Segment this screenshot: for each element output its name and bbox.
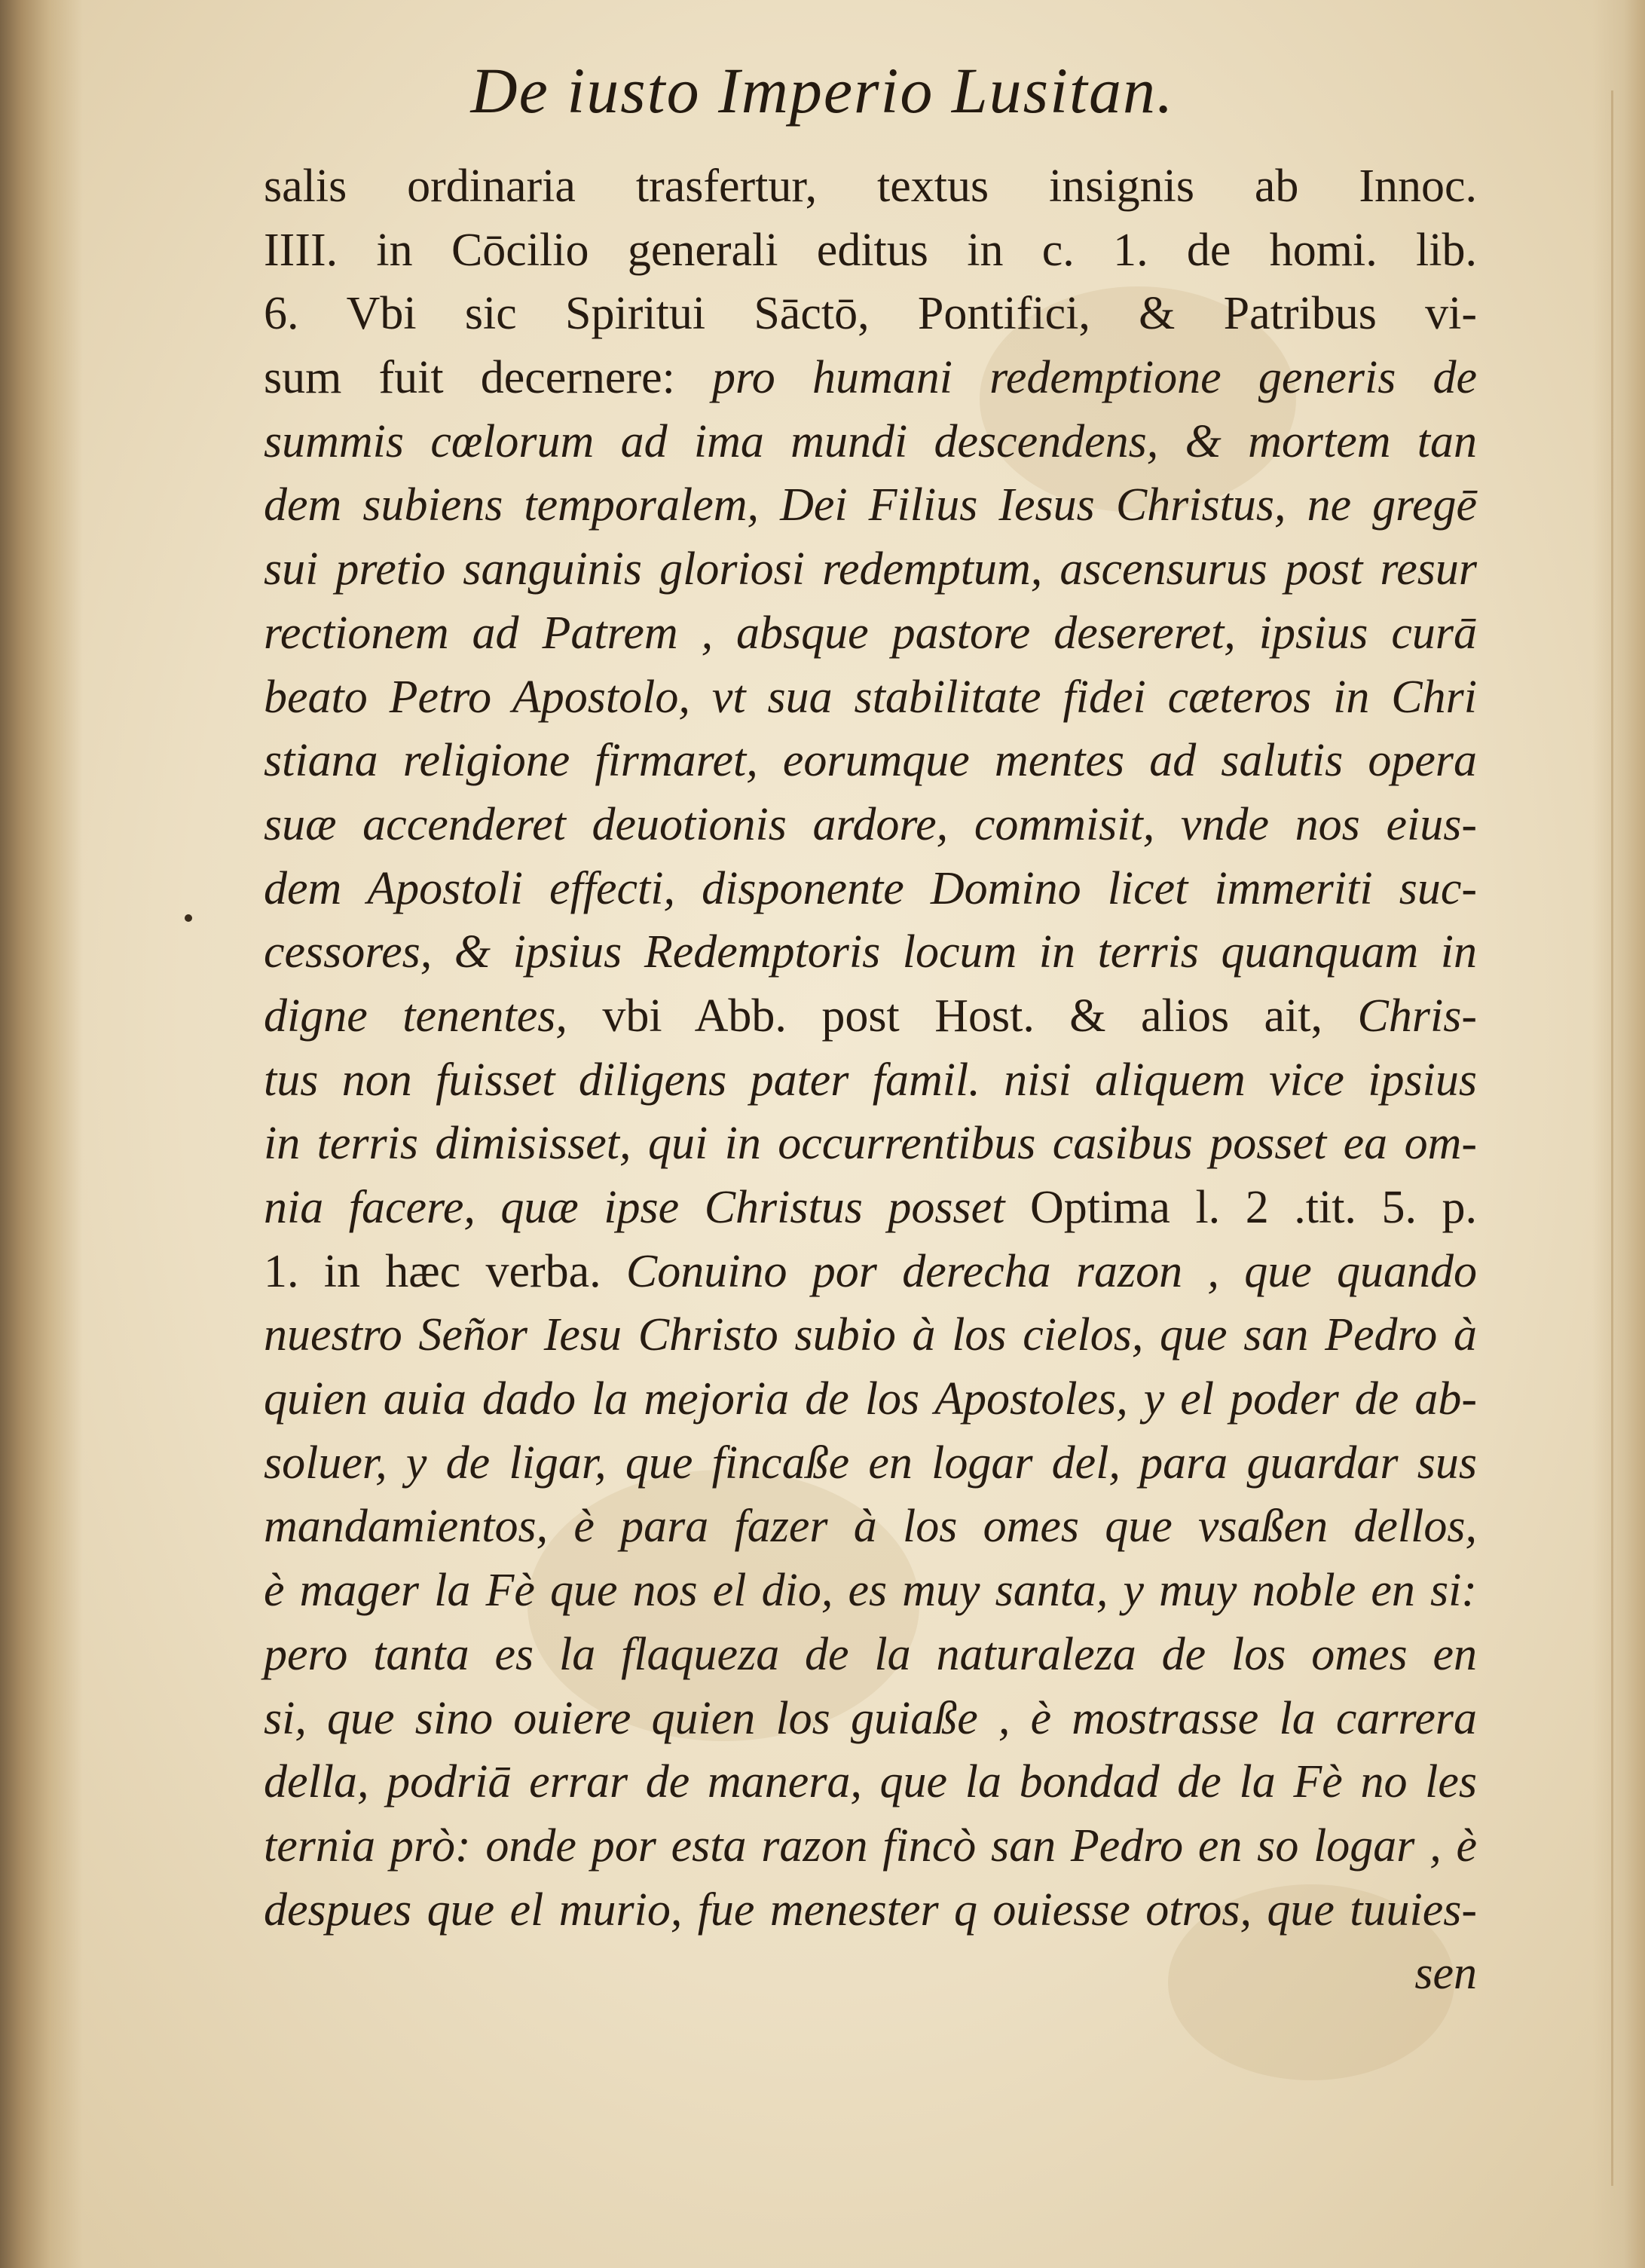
text-line: [264, 1559, 1477, 1623]
text-line: [264, 920, 1477, 984]
italic-text: quien auia dado la mejoria de los Apostoles, y el poder de ab-: [264, 1373, 1477, 1425]
roman-text: vbi Abb. post Host. & alios ait,: [567, 990, 1323, 1042]
italic-text: tus non fuisset diligens pater famil. nisi aliquem vice ipsius: [264, 1054, 1477, 1106]
roman-text: sum fuit decernere:: [264, 352, 675, 404]
italic-text: si, que sino ouiere quien los guiaße , è mostrasse la carrera: [264, 1692, 1477, 1744]
text-line: [264, 473, 1477, 537]
body-text: [264, 155, 1477, 2006]
running-title: De iusto Imperio Lusitan.: [470, 54, 1175, 127]
italic-text: soluer, y de ligar, que fincaße en logar del, para guardar sus: [264, 1437, 1477, 1489]
roman-text: 6. Vbi sic Spiritui Sāctō, Pontifici, & Patribus vi-: [264, 288, 1477, 340]
italic-text: suæ accenderet deuotionis ardore, commisit, vnde nos eius-: [264, 798, 1477, 850]
text-line: [264, 793, 1477, 857]
text-line: [264, 1112, 1477, 1176]
text-line: [264, 1942, 1477, 2006]
italic-text: della, podriā errar de manera, que la bondad de la Fè no les: [264, 1756, 1477, 1808]
text-line: [264, 1814, 1477, 1878]
italic-text: ternia prò: onde por esta razon fincò san Pedro en so logar , è: [264, 1820, 1477, 1872]
text-line: [264, 282, 1477, 346]
roman-text: 1. in hæc verba.: [264, 1245, 601, 1297]
italic-text: beato Petro Apostolo, vt sua stabilitate fidei cæteros in Chri: [264, 671, 1477, 723]
italic-text: nia facere, quæ ipse Christus posset: [264, 1182, 1005, 1233]
text-line: [264, 601, 1477, 666]
text-line: [264, 410, 1477, 474]
page-right-edge: [1592, 0, 1645, 2268]
italic-text: pero tanta es la flaqueza de la naturaleza de los omes en: [264, 1628, 1477, 1680]
text-line: [264, 1048, 1477, 1113]
page-gutter-shadow: [0, 0, 83, 2268]
margin-mark: [185, 914, 192, 922]
italic-text: Chris-: [1322, 990, 1477, 1042]
italic-text: in terris dimisisset, qui in occurrentibus casibus posset ea om-: [264, 1118, 1477, 1170]
italic-text: despues que el murio, fue menester q ouiesse otros, que tuuies-: [264, 1884, 1477, 1936]
italic-text: stiana religione firmaret, eorumque mentes ad salutis opera: [264, 735, 1477, 787]
italic-text: sen: [1414, 1948, 1477, 2000]
text-line: [264, 666, 1477, 730]
italic-text: nuestro Señor Iesu Christo subio à los cielos, que san Pedro à: [264, 1309, 1477, 1361]
text-line: [264, 1495, 1477, 1559]
italic-text: Conuino por derecha razon , que quando: [601, 1245, 1477, 1297]
text-line: [264, 984, 1477, 1048]
text-line: [264, 729, 1477, 793]
text-line: [264, 1176, 1477, 1240]
text-line: [264, 155, 1477, 219]
text-line: [264, 1878, 1477, 1942]
italic-text: mandamientos, è para fazer à los omes que vsaßen dellos,: [264, 1501, 1477, 1553]
italic-text: digne tenentes,: [264, 990, 567, 1042]
page-edge-line: [1611, 90, 1613, 2186]
italic-text: rectionem ad Patrem , absque pastore desereret, ipsius curā: [264, 607, 1477, 659]
italic-text: dem subiens temporalem, Dei Filius Iesus Christus, ne gregē: [264, 479, 1477, 531]
text-line: [264, 1240, 1477, 1304]
roman-text: IIII. in Cōcilio generali editus in c. 1. de homi. lib.: [264, 224, 1477, 276]
italic-text: pro humani redemptione generis de: [674, 352, 1477, 404]
text-line: [264, 346, 1477, 410]
italic-text: è mager la Fè que nos el dio, es muy santa, y muy noble en si:: [264, 1565, 1477, 1617]
italic-text: sui pretio sanguinis gloriosi redemptum, ascensurus post resur: [264, 543, 1477, 595]
text-line: [264, 1750, 1477, 1814]
text-line: [264, 219, 1477, 283]
text-line: [264, 1623, 1477, 1687]
text-line: [264, 1367, 1477, 1431]
text-line: [264, 1687, 1477, 1751]
text-line: [264, 1431, 1477, 1495]
roman-text: salis ordinaria trasfertur, textus insignis ab Innoc.: [264, 161, 1477, 212]
italic-text: summis cœlorum ad ima mundi descendens, & mortem tan: [264, 415, 1477, 467]
text-line: [264, 537, 1477, 601]
italic-text: dem Apostoli effecti, disponente Domino licet immeriti suc-: [264, 862, 1477, 914]
text-line: [264, 1303, 1477, 1367]
text-line: [264, 857, 1477, 921]
italic-text: cessores, & ipsius Redemptoris locum in terris quanquam in: [264, 926, 1477, 978]
roman-text: Optima l. 2 .tit. 5. p.: [1004, 1182, 1477, 1233]
